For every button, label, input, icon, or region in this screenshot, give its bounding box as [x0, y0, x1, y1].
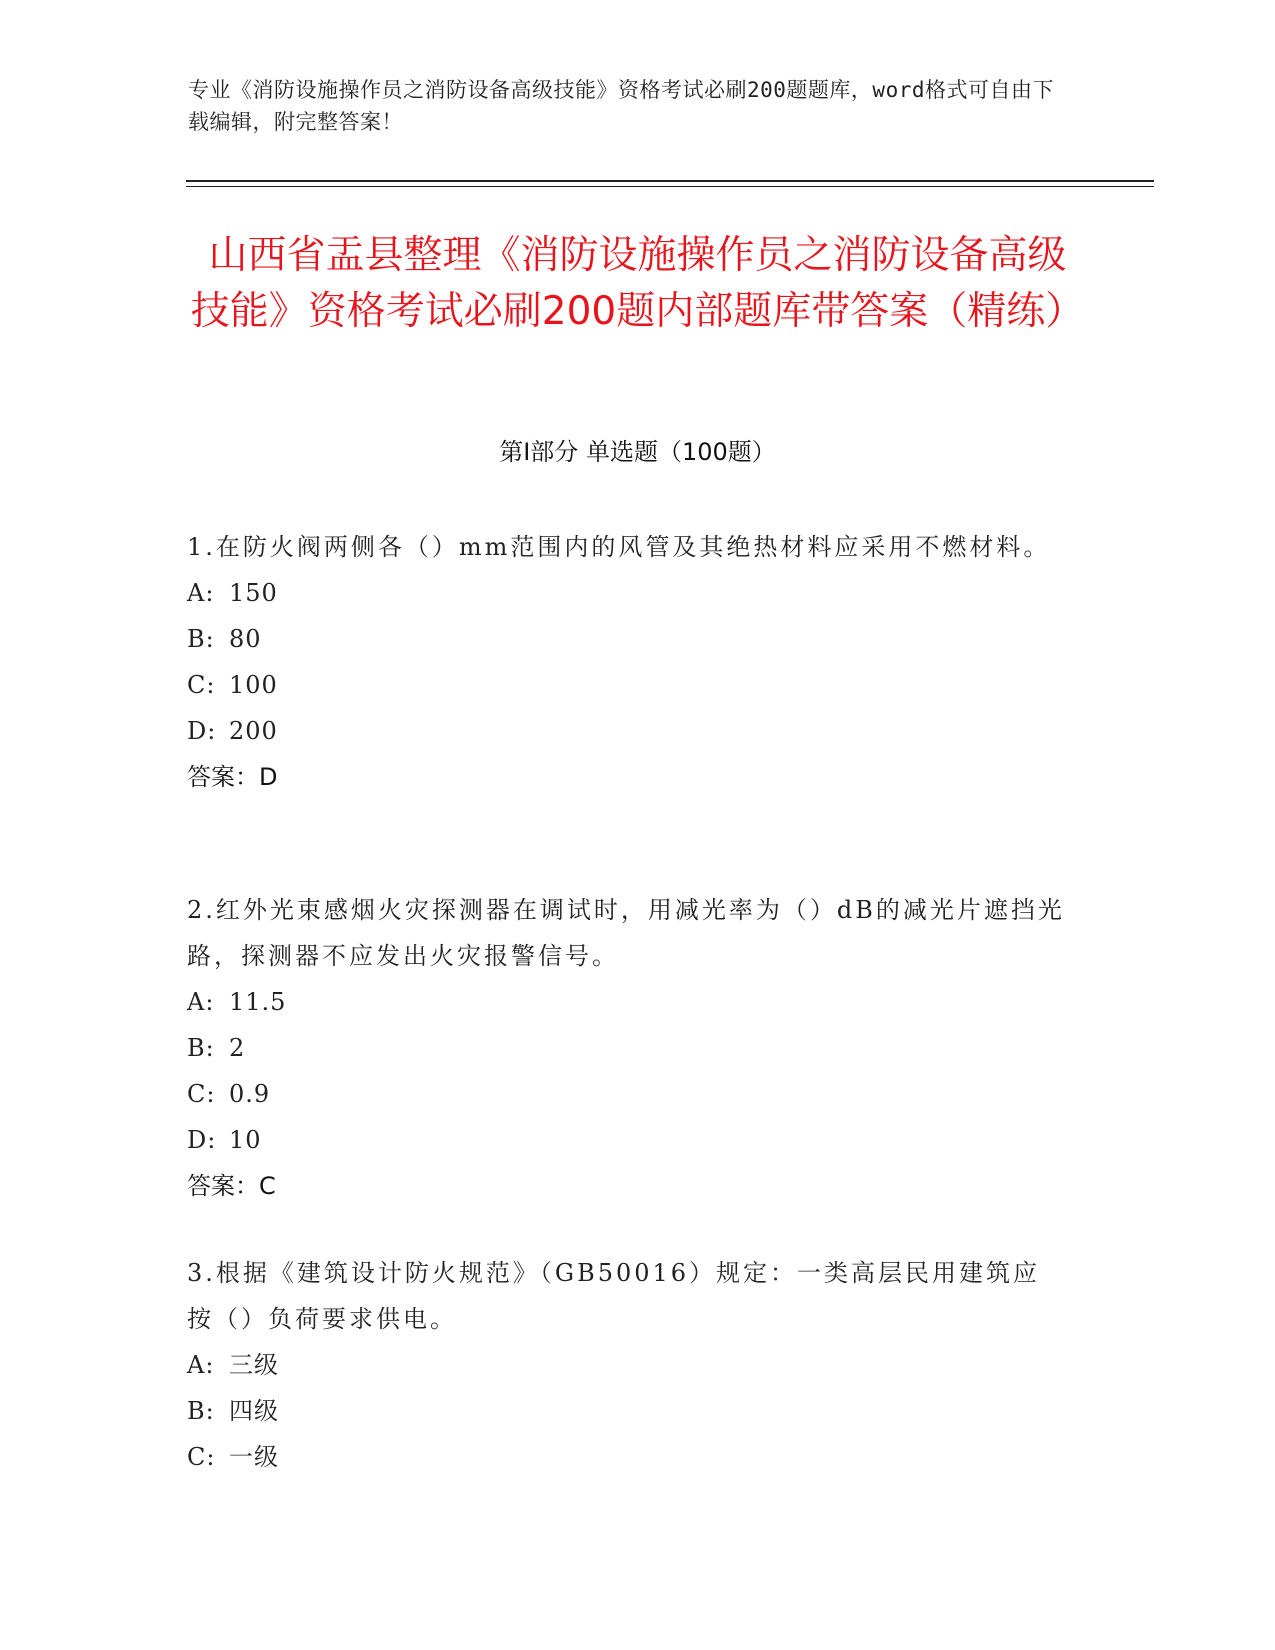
option-text: 2 — [229, 1034, 246, 1062]
option-d — [187, 708, 1067, 754]
option-text: 100 — [229, 671, 278, 699]
question-2 — [187, 887, 1067, 1209]
option-c — [187, 1434, 1067, 1480]
question-stem: 2.红外光束感烟火灾探测器在调试时，用减光率为（）dB的减光片遮挡光路，探测器不应发出火灾报警信号。 — [187, 896, 1065, 970]
option-text: 200 — [229, 717, 278, 745]
header-note: 专业《消防设施操作员之消防设备高级技能》资格考试必刷200题题库，word格式可自由下载编辑，附完整答案！ — [188, 78, 1054, 134]
option-c — [187, 1071, 1067, 1117]
option-letter: B: — [187, 1397, 215, 1425]
option-letter: D: — [187, 717, 217, 745]
option-a — [187, 979, 1067, 1025]
question-3 — [187, 1250, 1067, 1480]
question-stem: 3.根据《建筑设计防火规范》（GB50016）规定：一类高层民用建筑应按（）负荷要求供电。 — [187, 1259, 1041, 1333]
option-b — [187, 616, 1067, 662]
option-letter: A: — [187, 988, 215, 1016]
option-text: 一级 — [229, 1443, 279, 1471]
option-text: 10 — [229, 1126, 262, 1154]
header-divider-thick — [186, 180, 1154, 182]
option-letter: C: — [187, 671, 216, 699]
option-text: 11.5 — [229, 988, 287, 1016]
question-1 — [187, 524, 1067, 800]
option-b — [187, 1388, 1067, 1434]
option-letter: C: — [187, 1443, 216, 1471]
option-letter: C: — [187, 1080, 216, 1108]
question-stem: 1.在防火阀两侧各（）mm范围内的风管及其绝热材料应采用不燃材料。 — [187, 533, 1051, 561]
option-text: 四级 — [229, 1397, 279, 1425]
option-text: 80 — [229, 625, 262, 653]
option-d — [187, 1117, 1067, 1163]
option-c — [187, 662, 1067, 708]
option-b — [187, 1025, 1067, 1071]
answer: 答案：D — [187, 763, 278, 791]
option-letter: A: — [187, 579, 215, 607]
option-letter: A: — [187, 1351, 215, 1379]
header-divider-thin — [186, 186, 1154, 187]
option-letter: D: — [187, 1126, 217, 1154]
option-a — [187, 1342, 1067, 1388]
section-heading: 第Ⅰ部分 单选题（100题） — [499, 438, 776, 466]
option-letter: B: — [187, 1034, 215, 1062]
answer: 答案：C — [187, 1172, 276, 1200]
option-text: 150 — [229, 579, 278, 607]
option-text: 三级 — [229, 1351, 279, 1379]
document-title: 山西省盂县整理《消防设施操作员之消防设备高级技能》资格考试必刷200题内部题库带答案（精练） — [190, 233, 1085, 334]
option-text: 0.9 — [229, 1080, 271, 1108]
option-letter: B: — [187, 625, 215, 653]
option-a — [187, 570, 1067, 616]
